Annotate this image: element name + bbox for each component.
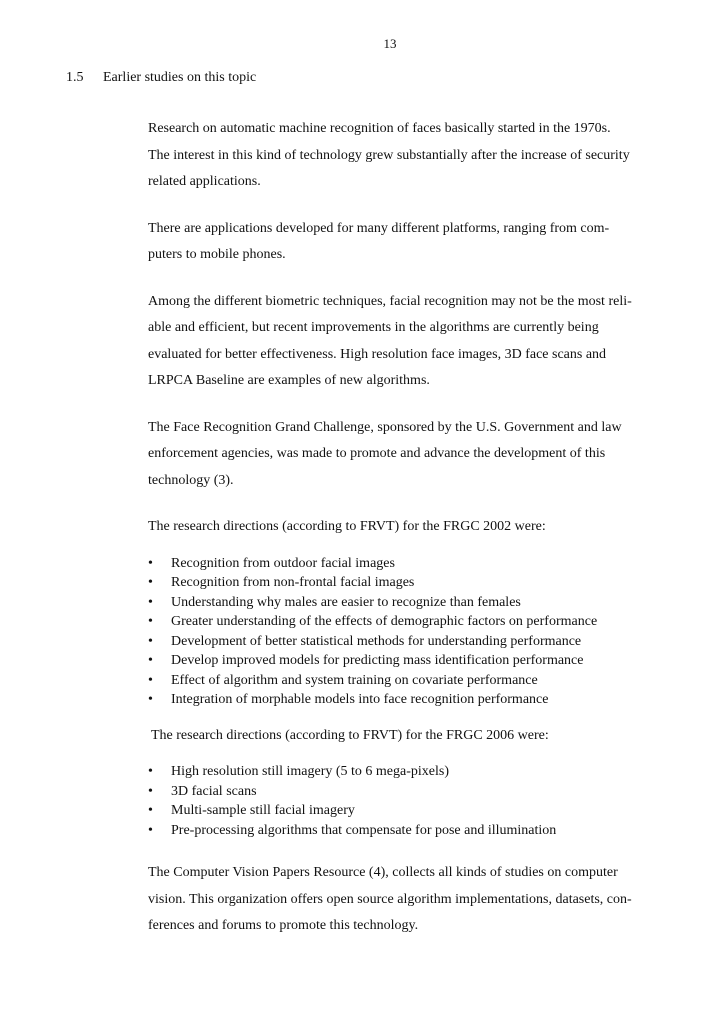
text-line: The Computer Vision Papers Resource (4), collects all kinds of studies on computer bbox=[148, 865, 618, 880]
page-number: 13 bbox=[383, 36, 397, 51]
list-item bbox=[148, 690, 668, 710]
text-line: Among the different biometric techniques, facial recognition may not be the most reli- bbox=[148, 293, 632, 309]
list-item-text: Greater understanding of the effects of demographic factors on performance bbox=[171, 614, 598, 629]
list-item bbox=[148, 801, 668, 821]
list-item bbox=[148, 612, 668, 632]
text-line: The Face Recognition Grand Challenge, sponsored by the U.S. Government and law bbox=[148, 419, 622, 435]
list-item-text: Pre-processing algorithms that compensate for pose and illumination bbox=[171, 822, 557, 838]
bullet-icon: • bbox=[148, 822, 153, 838]
list-item-text: Understanding why males are easier to recognize than females bbox=[171, 594, 521, 610]
bullet-icon: • bbox=[148, 692, 153, 707]
list-item-text: Multi-sample still facial imagery bbox=[171, 803, 355, 818]
text-line: vision. This organization offers open source algorithm implementations, datasets, con- bbox=[148, 891, 632, 907]
section-title: Earlier studies on this topic bbox=[103, 70, 257, 85]
frgc-2002-intro: The research directions (according to FRVT) for the FRGC 2002 were: bbox=[148, 519, 546, 534]
text-line: evaluated for better effectiveness. High resolution face images, 3D face scans and bbox=[148, 346, 607, 362]
bullet-icon: • bbox=[148, 575, 153, 590]
list-item-text: Recognition from non-frontal facial images bbox=[171, 575, 415, 590]
list-item-text: Develop improved models for predicting mass identification performance bbox=[171, 653, 584, 668]
text-line: There are applications developed for many different platforms, ranging from com- bbox=[148, 220, 610, 236]
paragraph-platforms bbox=[148, 216, 668, 269]
bullet-icon: • bbox=[148, 614, 153, 629]
bullet-icon: • bbox=[148, 803, 153, 818]
bullet-icon: • bbox=[148, 764, 153, 779]
bullet-icon: • bbox=[148, 633, 153, 649]
paragraph-origins bbox=[148, 116, 668, 196]
frgc-2006-intro: The research directions (according to FRVT) for the FRGC 2006 were: bbox=[151, 727, 549, 743]
frgc-2002-list bbox=[148, 554, 668, 710]
list-item bbox=[148, 671, 668, 691]
bullet-icon: • bbox=[148, 783, 153, 799]
list-item-text: Development of better statistical methods for understanding performance bbox=[171, 633, 582, 649]
text-line: related applications. bbox=[148, 174, 261, 189]
list-item-text: Effect of algorithm and system training on covariate performance bbox=[171, 672, 538, 688]
text-line: able and efficient, but recent improvements in the algorithms are currently being bbox=[148, 320, 599, 335]
document-body bbox=[148, 116, 668, 940]
list-item bbox=[148, 651, 668, 671]
list-item bbox=[148, 782, 668, 802]
paragraph-grand-challenge bbox=[148, 415, 668, 495]
text-line: enforcement agencies, was made to promote and advance the development of this bbox=[148, 446, 606, 461]
paragraph-biometrics bbox=[148, 289, 668, 395]
list-item bbox=[148, 554, 668, 574]
text-line: ferences and forums to promote this technology. bbox=[148, 918, 419, 933]
list-item bbox=[148, 762, 668, 782]
text-line: puters to mobile phones. bbox=[148, 247, 286, 262]
bullet-icon: • bbox=[148, 555, 153, 571]
text-line: Research on automatic machine recognition of faces basically started in the 1970s. bbox=[148, 121, 611, 136]
list-item bbox=[148, 821, 668, 841]
bullet-icon: • bbox=[148, 672, 153, 688]
list-item bbox=[148, 632, 668, 652]
list-item bbox=[148, 593, 668, 613]
list-item-text: Recognition from outdoor facial images bbox=[171, 555, 395, 571]
list-item-text: 3D facial scans bbox=[171, 783, 257, 799]
text-line: The interest in this kind of technology grew substantially after the increase of security bbox=[148, 147, 630, 163]
text-line: LRPCA Baseline are examples of new algorithms. bbox=[148, 373, 430, 388]
list-item-text: Integration of morphable models into face recognition performance bbox=[171, 692, 549, 707]
list-item bbox=[148, 573, 668, 593]
bullet-icon: • bbox=[148, 594, 153, 610]
list-item-text: High resolution still imagery (5 to 6 mega-pixels) bbox=[171, 764, 450, 779]
bullet-icon: • bbox=[148, 653, 153, 668]
frgc-2006-list bbox=[148, 762, 668, 840]
section-heading bbox=[66, 70, 256, 86]
text-line: technology (3). bbox=[148, 472, 234, 488]
paragraph-cvpr-resource bbox=[148, 860, 668, 940]
section-number: 1.5 bbox=[66, 70, 84, 85]
